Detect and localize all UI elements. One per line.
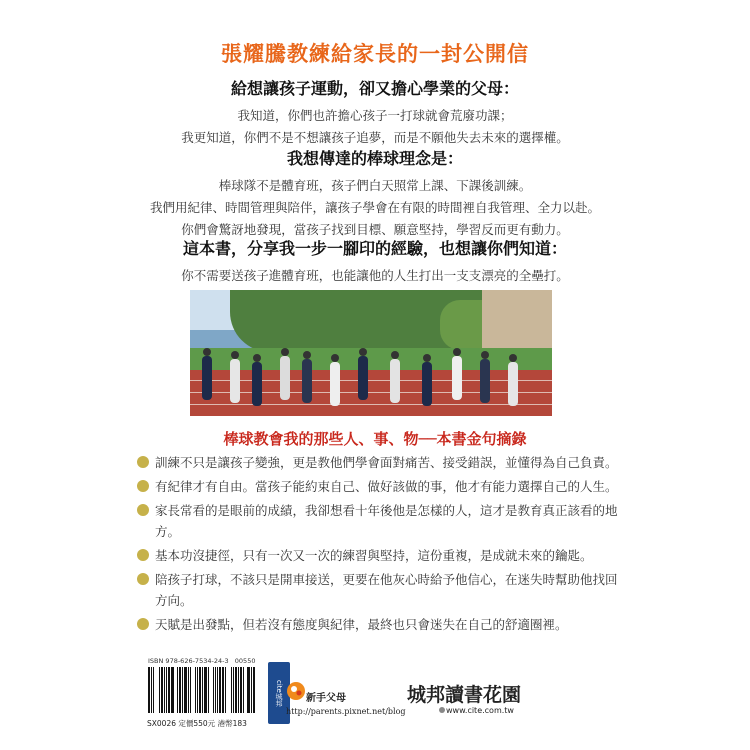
section-heading: 給想讓孩子運動，卻又擔心學業的父母： bbox=[230, 79, 519, 98]
bullet-icon bbox=[137, 573, 149, 585]
quote-item bbox=[137, 452, 627, 473]
quote-item bbox=[137, 500, 627, 542]
runner-head bbox=[481, 351, 489, 359]
bullet-icon bbox=[137, 480, 149, 492]
isbn-text: ISBN 978-626-7534-24-3 00550 bbox=[148, 657, 256, 665]
runner-head bbox=[281, 348, 289, 356]
runner-figure bbox=[202, 356, 212, 400]
quote-item bbox=[137, 545, 627, 566]
brand-dot-icon bbox=[439, 707, 445, 713]
publisher-url: http://parents.pixnet.net/blog bbox=[286, 707, 406, 716]
letter-section-philosophy bbox=[120, 146, 630, 241]
brand-url: www.cite.com.tw bbox=[446, 706, 514, 715]
bullet-icon bbox=[137, 618, 149, 630]
quote-item bbox=[137, 614, 627, 635]
runner-figure bbox=[422, 362, 432, 406]
quote-item bbox=[137, 476, 627, 497]
runner-figure bbox=[280, 356, 290, 400]
runner-head bbox=[359, 348, 367, 356]
quote-item bbox=[137, 569, 627, 611]
runner-figure bbox=[230, 359, 240, 403]
quote-text: 家長常看的是眼前的成績，我卻想看十年後他是怎樣的人，這才是教育真正該看的地方。 bbox=[155, 503, 618, 539]
section-heading: 我想傳達的棒球理念是： bbox=[286, 149, 463, 168]
runner-head bbox=[391, 351, 399, 359]
quote-text: 陪孩子打球，不該只是開車接送，更要在他灰心時給予他信心，在迷失時幫助他找回方向。 bbox=[155, 572, 618, 608]
brand-logo-text: 城邦讀書花園 bbox=[407, 684, 522, 706]
letter-section-parents bbox=[120, 76, 630, 149]
quote-list bbox=[137, 452, 627, 638]
barcode-block bbox=[148, 657, 268, 713]
publisher-logo-icon bbox=[286, 681, 306, 701]
section-line: 你不需要送孩子進體育班，也能讓他的人生打出一支支漂亮的全壘打。 bbox=[181, 268, 569, 283]
page-title: 張耀騰教練給家長的一封公開信 bbox=[221, 42, 529, 66]
bullet-icon bbox=[137, 549, 149, 561]
runner-figure bbox=[252, 362, 262, 406]
runner-figure bbox=[358, 356, 368, 400]
runner-head bbox=[331, 354, 339, 362]
runner-figure bbox=[480, 359, 490, 403]
section-line: 你們會驚訝地發現，當孩子找到目標、願意堅持，學習反而更有動力。 bbox=[181, 222, 569, 237]
runner-figure bbox=[508, 362, 518, 406]
cite-logo: cite城邦 bbox=[268, 662, 290, 724]
runner-head bbox=[253, 354, 261, 362]
runner-figure bbox=[330, 362, 340, 406]
team-running-photo bbox=[190, 290, 552, 416]
section-line: 我知道，你們也許擔心孩子一打球就會荒廢功課； bbox=[237, 108, 513, 123]
letter-section-book bbox=[120, 236, 630, 287]
runner-head bbox=[303, 351, 311, 359]
bullet-icon bbox=[137, 504, 149, 516]
section-line: 棒球隊不是體育班，孩子們白天照常上課、下課後訓練。 bbox=[218, 178, 532, 193]
section-heading: 這本書，分享我一步一腳印的經驗，也想讓你們知道： bbox=[182, 239, 567, 258]
quote-text: 天賦是出發點，但若沒有態度與紀律，最終也只會迷失在自己的舒適圈裡。 bbox=[155, 617, 568, 632]
runner-figure bbox=[302, 359, 312, 403]
runner-head bbox=[423, 354, 431, 362]
bullet-icon bbox=[137, 456, 149, 468]
quotes-heading: 棒球教會我的那些人、事、物──本書金句摘錄 bbox=[223, 430, 527, 448]
barcode-addon: 00550 bbox=[234, 657, 256, 665]
runner-figure bbox=[390, 359, 400, 403]
section-line: 我更知道，你們不是不想讓孩子追夢，而是不願他失去未來的選擇權。 bbox=[181, 130, 569, 145]
quote-text: 有紀律才有自由。當孩子能約束自己、做好該做的事，他才有能力選擇自己的人生。 bbox=[155, 479, 618, 494]
runner-head bbox=[509, 354, 517, 362]
runner-figure bbox=[452, 356, 462, 400]
runner-head bbox=[203, 348, 211, 356]
price-text: SX0026 定價550元 港幣183 bbox=[147, 719, 247, 728]
runner-head bbox=[231, 351, 239, 359]
barcode-icon bbox=[148, 667, 268, 713]
section-line: 我們用紀律、時間管理與陪伴，讓孩子學會在有限的時間裡自我管理、全力以赴。 bbox=[149, 200, 600, 215]
quote-text: 訓練不只是讓孩子變強，更是教他們學會面對痛苦、接受錯誤，並懂得為自己負責。 bbox=[155, 455, 618, 470]
publisher-name: 新手父母 bbox=[306, 693, 346, 704]
quote-text: 基本功沒捷徑，只有一次又一次的練習與堅持，這份重複，是成就未來的鑰匙。 bbox=[155, 548, 593, 563]
runner-head bbox=[453, 348, 461, 356]
